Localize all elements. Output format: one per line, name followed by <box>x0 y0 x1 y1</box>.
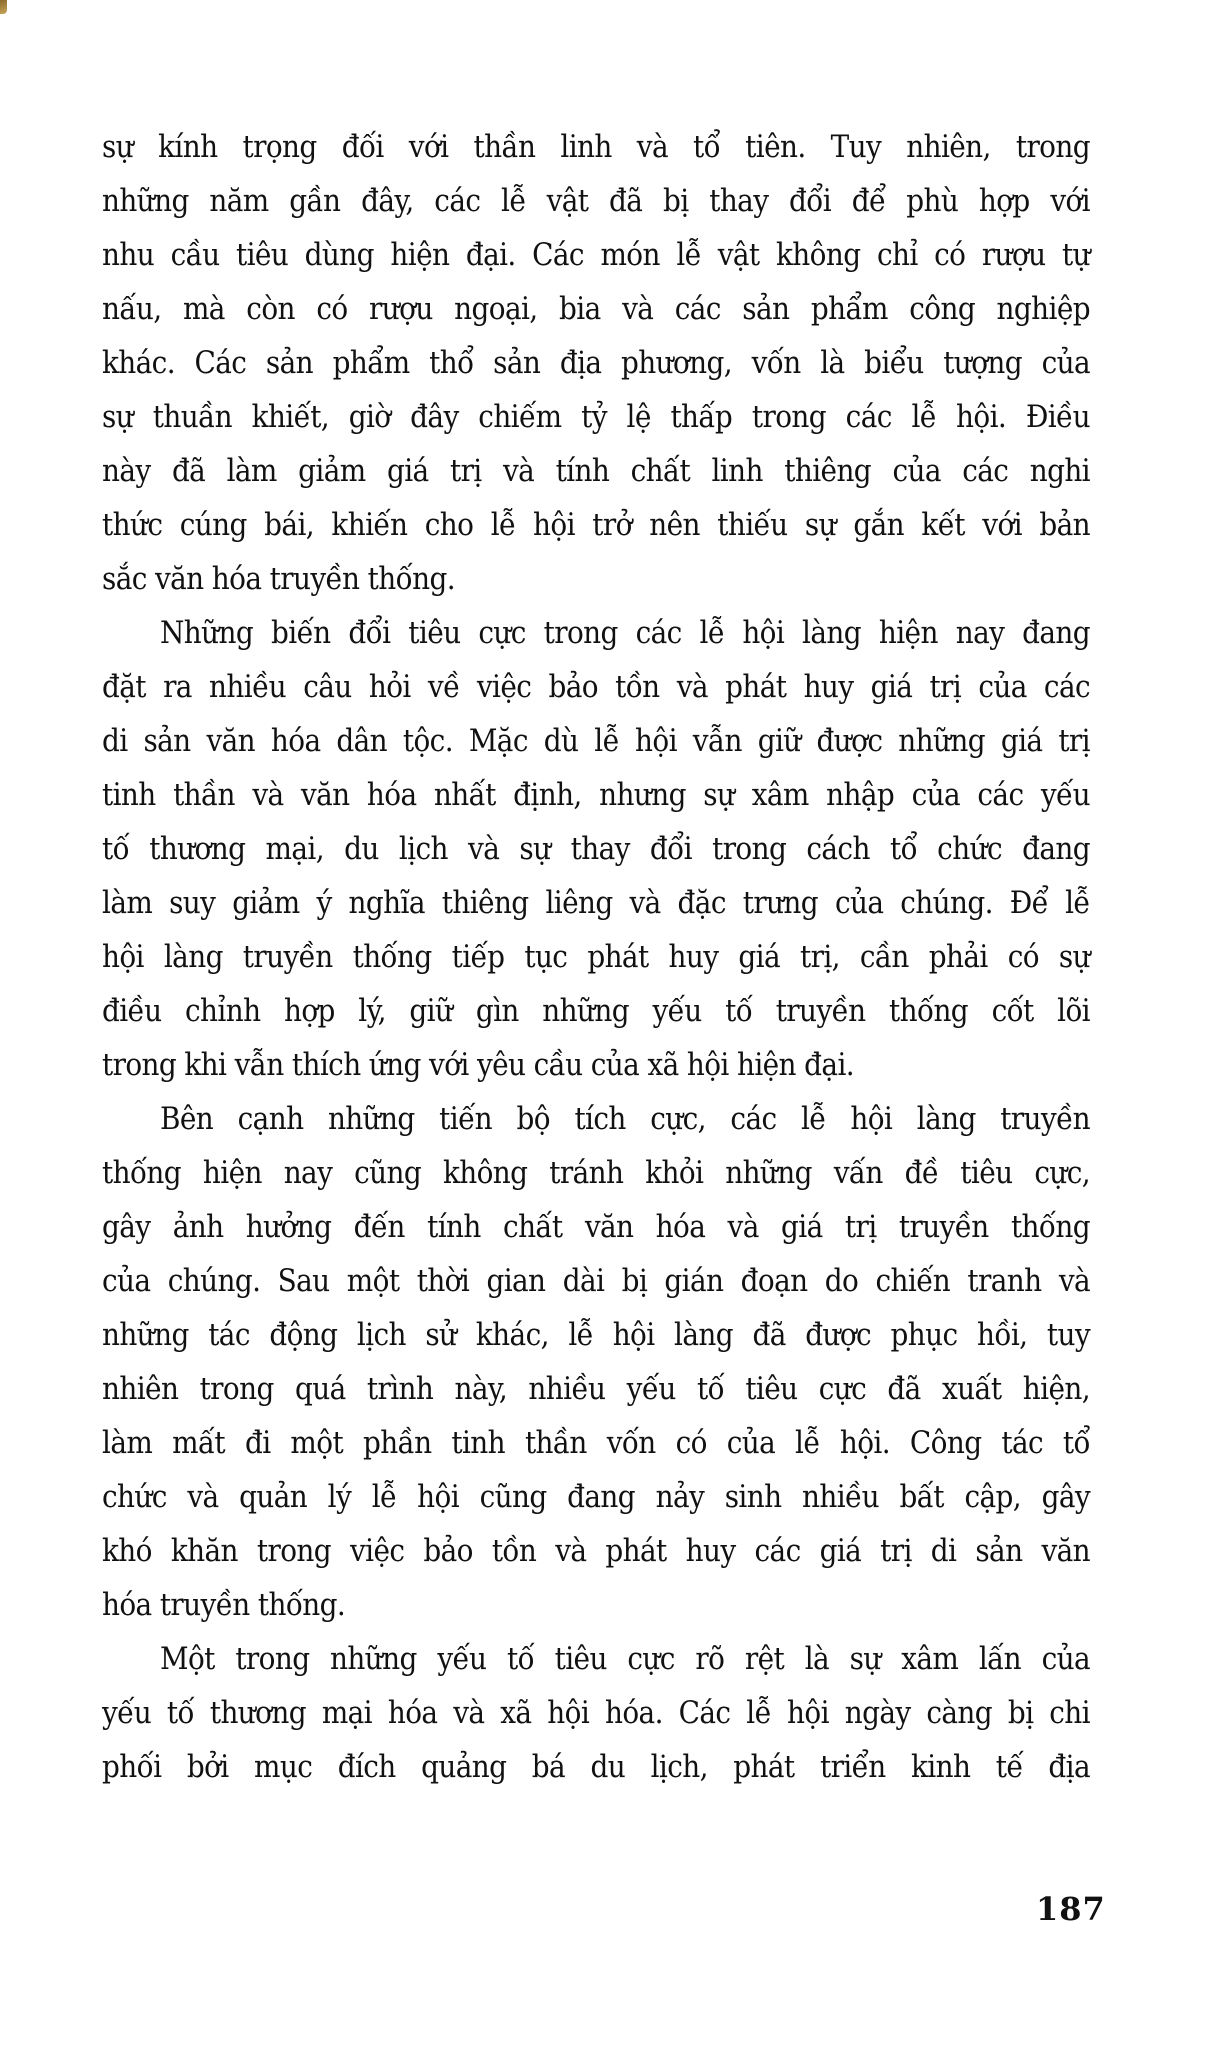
text-line: thức cúng bái, khiến cho lễ hội trở nên thiếu sự gắn kết với bản <box>102 507 1090 543</box>
text-line: trong khi vẫn thích ứng với yêu cầu của xã hội hiện đại. <box>102 1047 855 1083</box>
text-line: sự kính trọng đối với thần linh và tổ tiên. Tuy nhiên, trong <box>102 129 1090 165</box>
text-line: sắc văn hóa truyền thống. <box>102 561 455 597</box>
text-line: sự thuần khiết, giờ đây chiếm tỷ lệ thấp trong các lễ hội. Điều <box>102 399 1090 435</box>
text-line: này đã làm giảm giá trị và tính chất linh thiêng của các nghi <box>102 453 1090 489</box>
text-line: yếu tố thương mại hóa và xã hội hóa. Các lễ hội ngày càng bị chi <box>102 1695 1090 1731</box>
text-line: tố thương mại, du lịch và sự thay đổi trong cách tổ chức đang <box>102 831 1090 867</box>
page-body <box>102 120 1090 1794</box>
text-line: làm mất đi một phần tinh thần vốn có của lễ hội. Công tác tổ <box>102 1425 1090 1461</box>
text-line: làm suy giảm ý nghĩa thiêng liêng và đặc trưng của chúng. Để lễ <box>102 885 1090 921</box>
text-line: nhiên trong quá trình này, nhiều yếu tố tiêu cực đã xuất hiện, <box>102 1371 1090 1407</box>
text-line: đặt ra nhiều câu hỏi về việc bảo tồn và phát huy giá trị của các <box>102 669 1090 705</box>
text-line: chức và quản lý lễ hội cũng đang nảy sinh nhiều bất cập, gây <box>102 1479 1090 1515</box>
text-line: điều chỉnh hợp lý, giữ gìn những yếu tố truyền thống cốt lõi <box>102 993 1090 1029</box>
text-line: hóa truyền thống. <box>102 1587 346 1623</box>
text-line: khó khăn trong việc bảo tồn và phát huy các giá trị di sản văn <box>102 1533 1090 1569</box>
text-line: khác. Các sản phẩm thổ sản địa phương, vốn là biểu tượng của <box>102 345 1090 381</box>
paragraph-2 <box>102 606 1090 1092</box>
text-line: Một trong những yếu tố tiêu cực rõ rệt là sự xâm lấn của <box>160 1641 1090 1677</box>
text-line: của chúng. Sau một thời gian dài bị gián đoạn do chiến tranh và <box>102 1263 1090 1299</box>
text-line: thống hiện nay cũng không tránh khỏi những vấn đề tiêu cực, <box>102 1155 1090 1191</box>
text-line: những năm gần đây, các lễ vật đã bị thay đổi để phù hợp với <box>102 183 1090 219</box>
page-number: 187 <box>1036 1890 1106 1928</box>
text-line: những tác động lịch sử khác, lễ hội làng đã được phục hồi, tuy <box>102 1317 1090 1353</box>
text-line: hội làng truyền thống tiếp tục phát huy giá trị, cần phải có sự <box>102 939 1090 975</box>
text-line: nấu, mà còn có rượu ngoại, bia và các sản phẩm công nghiệp <box>102 291 1090 327</box>
text-line: phối bởi mục đích quảng bá du lịch, phát triển kinh tế địa <box>102 1749 1090 1785</box>
paragraph-3 <box>102 1092 1090 1632</box>
paragraph-4 <box>102 1632 1090 1794</box>
text-line: tinh thần và văn hóa nhất định, nhưng sự xâm nhập của các yếu <box>102 777 1090 813</box>
text-line: nhu cầu tiêu dùng hiện đại. Các món lễ vật không chỉ có rượu tự <box>102 237 1090 273</box>
text-line: di sản văn hóa dân tộc. Mặc dù lễ hội vẫn giữ được những giá trị <box>102 723 1090 759</box>
text-line: Bên cạnh những tiến bộ tích cực, các lễ hội làng truyền <box>160 1101 1090 1137</box>
page-corner-mark <box>0 0 7 14</box>
paragraph-1 <box>102 120 1090 606</box>
text-line: Những biến đổi tiêu cực trong các lễ hội làng hiện nay đang <box>160 615 1090 651</box>
text-line: gây ảnh hưởng đến tính chất văn hóa và giá trị truyền thống <box>102 1209 1090 1245</box>
